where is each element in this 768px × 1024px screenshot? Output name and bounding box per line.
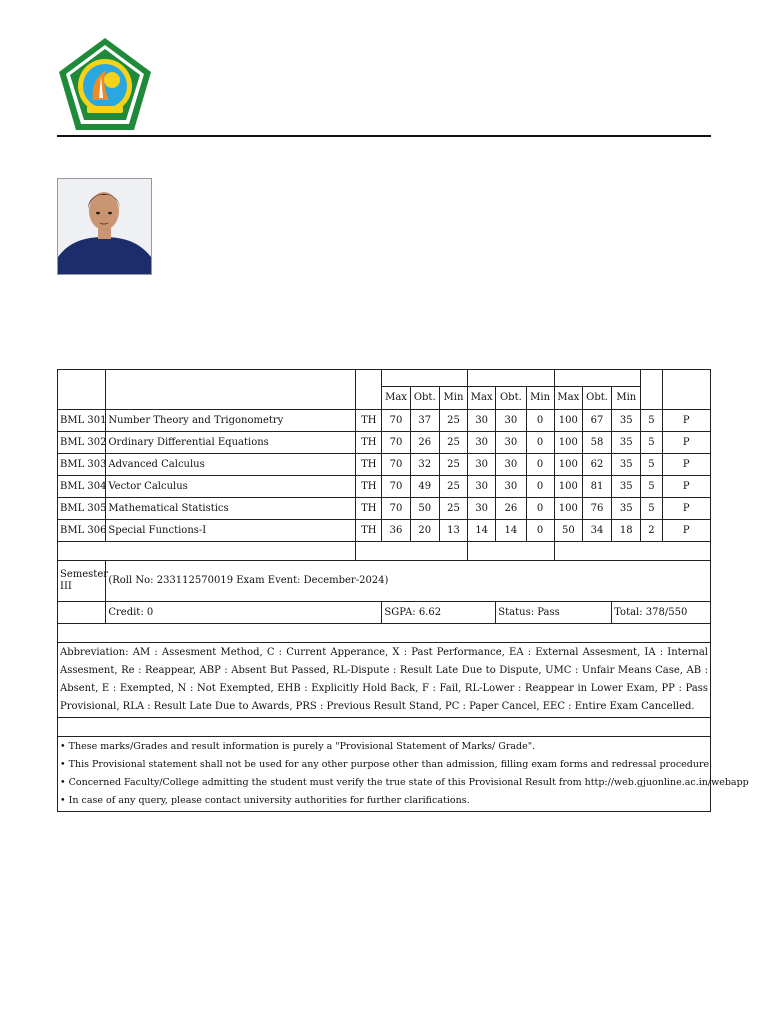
ext-min: 25 bbox=[439, 432, 467, 454]
total-obt: 81 bbox=[582, 476, 611, 498]
total-min: 35 bbox=[612, 476, 641, 498]
ext-obt: 37 bbox=[410, 410, 439, 432]
int-obt: 30 bbox=[496, 410, 526, 432]
ext-max: 70 bbox=[382, 432, 410, 454]
result: P bbox=[662, 520, 710, 542]
total-min: 18 bbox=[612, 520, 641, 542]
int-obt: 30 bbox=[496, 454, 526, 476]
int-min: 0 bbox=[526, 520, 554, 542]
notes-row bbox=[58, 737, 711, 812]
col-header: Min bbox=[526, 387, 554, 410]
credit: 2 bbox=[641, 520, 662, 542]
abbreviation-text: Abbreviation: AM : Assesment Method, C : Current Apperance, X : Past Performance, EA : External Assesment, IA : Internal Assesment, Re : Reappear, ABP : Absent But Passed, RL-Dispute : Result Late Due to Dispute, UMC : Unfair Means Case, AB : Absent, E : Exempted, N : Not Exempted, EHB : Explicitly Hold Back, F : Fail, RL-Lower : Reappear in Lower Exam, PP : Pass Provisional, RLA : Result Late Due to Awards, PRS : Previous Result Stand, PC : Paper Cancel, EEC : Entire Exam Cancelled. bbox=[58, 643, 711, 718]
subject-title: Special Functions-I bbox=[106, 520, 356, 542]
note-item: • This Provisional statement shall not be used for any other purpose other than admission, filling exam forms and redressal procedure. bbox=[60, 759, 713, 770]
int-obt: 26 bbox=[496, 498, 526, 520]
note-item: • Concerned Faculty/College admitting the student must verify the true state of this Provisional Result from http://web.gjuonline.ac.in/webapp bbox=[60, 777, 749, 788]
ext-obt: 50 bbox=[410, 498, 439, 520]
marks-table bbox=[57, 369, 749, 812]
int-max: 14 bbox=[468, 520, 496, 542]
total-max: 100 bbox=[554, 454, 582, 476]
assessment-method: TH bbox=[356, 432, 382, 454]
total-min: 35 bbox=[612, 432, 641, 454]
subject-code: BML 304 bbox=[58, 476, 106, 498]
total-max: 50 bbox=[554, 520, 582, 542]
roll-exam-info: (Roll No: 233112570019 Exam Event: December-2024) bbox=[106, 561, 711, 602]
table-row bbox=[58, 454, 711, 476]
int-min: 0 bbox=[526, 454, 554, 476]
table-row bbox=[58, 520, 711, 542]
int-max: 30 bbox=[468, 410, 496, 432]
result: P bbox=[662, 432, 710, 454]
assessment-method: TH bbox=[356, 454, 382, 476]
semester-label: Semester III bbox=[58, 561, 106, 602]
total-min: 35 bbox=[612, 498, 641, 520]
credit: 5 bbox=[641, 432, 662, 454]
int-obt: 30 bbox=[496, 432, 526, 454]
result: P bbox=[662, 410, 710, 432]
result: P bbox=[662, 476, 710, 498]
university-seal-icon bbox=[57, 36, 153, 134]
int-min: 0 bbox=[526, 432, 554, 454]
total-max: 100 bbox=[554, 476, 582, 498]
total-obt: 76 bbox=[582, 498, 611, 520]
total-obt: 34 bbox=[582, 520, 611, 542]
assessment-method: TH bbox=[356, 476, 382, 498]
student-portrait bbox=[58, 179, 151, 274]
ext-max: 70 bbox=[382, 454, 410, 476]
ext-min: 25 bbox=[439, 410, 467, 432]
int-min: 0 bbox=[526, 498, 554, 520]
total-summary: Total: 378/550 bbox=[612, 602, 711, 624]
subject-title: Vector Calculus bbox=[106, 476, 356, 498]
total-min: 35 bbox=[612, 410, 641, 432]
table-row bbox=[58, 498, 711, 520]
credit: 5 bbox=[641, 454, 662, 476]
status-summary: Status: Pass bbox=[496, 602, 612, 624]
col-header: Obt. bbox=[496, 387, 526, 410]
spacer-row bbox=[58, 718, 711, 737]
sgpa-summary: SGPA: 6.62 bbox=[382, 602, 496, 624]
int-max: 30 bbox=[468, 454, 496, 476]
total-max: 100 bbox=[554, 432, 582, 454]
assessment-method: TH bbox=[356, 498, 382, 520]
note-item: • These marks/Grades and result information is purely a "Provisional Statement of Marks/ Grade". bbox=[60, 741, 536, 752]
abbreviation-row bbox=[58, 643, 711, 718]
col-header: Obt. bbox=[410, 387, 439, 410]
ext-min: 13 bbox=[439, 520, 467, 542]
col-header: Min bbox=[612, 387, 641, 410]
subject-title: Advanced Calculus bbox=[106, 454, 356, 476]
int-min: 0 bbox=[526, 410, 554, 432]
col-header: Min bbox=[439, 387, 467, 410]
table-header-group-row bbox=[58, 370, 711, 387]
ext-max: 70 bbox=[382, 498, 410, 520]
col-header: Max bbox=[382, 387, 410, 410]
total-max: 100 bbox=[554, 410, 582, 432]
subject-code: BML 306 bbox=[58, 520, 106, 542]
ext-min: 25 bbox=[439, 476, 467, 498]
ext-obt: 49 bbox=[410, 476, 439, 498]
col-header: Obt. bbox=[582, 387, 611, 410]
credit-summary: Credit: 0 bbox=[106, 602, 382, 624]
int-min: 0 bbox=[526, 476, 554, 498]
table-row bbox=[58, 410, 711, 432]
note-item: • In case of any query, please contact university authorities for further clarifications. bbox=[60, 795, 470, 806]
col-header: Max bbox=[468, 387, 496, 410]
table-row bbox=[58, 432, 711, 454]
assessment-method: TH bbox=[356, 410, 382, 432]
ext-max: 70 bbox=[382, 410, 410, 432]
ext-min: 25 bbox=[439, 498, 467, 520]
ext-obt: 32 bbox=[410, 454, 439, 476]
total-max: 100 bbox=[554, 498, 582, 520]
int-max: 30 bbox=[468, 498, 496, 520]
ext-max: 70 bbox=[382, 476, 410, 498]
semester-row bbox=[58, 561, 711, 602]
int-obt: 30 bbox=[496, 476, 526, 498]
subject-code: BML 301 bbox=[58, 410, 106, 432]
int-max: 30 bbox=[468, 476, 496, 498]
int-obt: 14 bbox=[496, 520, 526, 542]
col-header: Max bbox=[554, 387, 582, 410]
credit: 5 bbox=[641, 476, 662, 498]
university-logo bbox=[57, 36, 153, 134]
ext-min: 25 bbox=[439, 454, 467, 476]
table-row bbox=[58, 476, 711, 498]
student-photo bbox=[57, 178, 152, 275]
ext-obt: 26 bbox=[410, 432, 439, 454]
total-min: 35 bbox=[612, 454, 641, 476]
subject-title: Number Theory and Trigonometry bbox=[106, 410, 356, 432]
assessment-method: TH bbox=[356, 520, 382, 542]
credit: 5 bbox=[641, 410, 662, 432]
subject-title: Mathematical Statistics bbox=[106, 498, 356, 520]
total-obt: 62 bbox=[582, 454, 611, 476]
result: P bbox=[662, 454, 710, 476]
ext-obt: 20 bbox=[410, 520, 439, 542]
subject-code: BML 302 bbox=[58, 432, 106, 454]
result: P bbox=[662, 498, 710, 520]
header-rule bbox=[57, 135, 711, 137]
ext-max: 36 bbox=[382, 520, 410, 542]
spacer-row bbox=[58, 624, 711, 643]
credit: 5 bbox=[641, 498, 662, 520]
total-obt: 67 bbox=[582, 410, 611, 432]
summary-row bbox=[58, 602, 711, 624]
spacer-row bbox=[58, 542, 711, 561]
subject-code: BML 305 bbox=[58, 498, 106, 520]
int-max: 30 bbox=[468, 432, 496, 454]
subject-title: Ordinary Differential Equations bbox=[106, 432, 356, 454]
total-obt: 58 bbox=[582, 432, 611, 454]
subject-code: BML 303 bbox=[58, 454, 106, 476]
